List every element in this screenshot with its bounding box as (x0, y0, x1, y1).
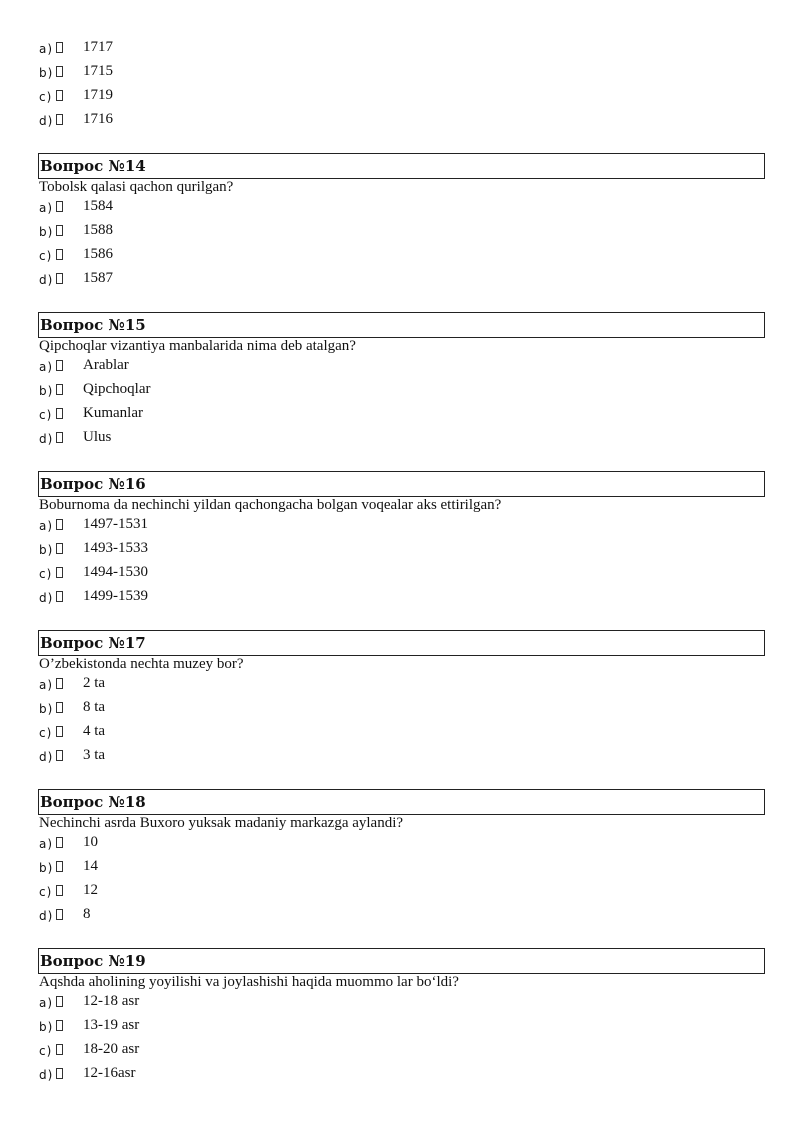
option-value: 18-20 asr (83, 1041, 140, 1057)
option-letter: a) (39, 996, 54, 1010)
option-letter: b) (39, 66, 54, 80)
option-letter: a) (39, 201, 54, 215)
checkbox-icon[interactable] (56, 1020, 63, 1031)
option-letter: c) (39, 408, 53, 422)
option-letter: b) (39, 384, 54, 398)
checkbox-icon[interactable] (56, 408, 63, 419)
question-text: Nechinchi asrda Buxoro yuksak madaniy markazga aylandi? (39, 815, 404, 831)
option-letter: d) (39, 909, 54, 923)
option-letter: b) (39, 225, 54, 239)
option-letter: d) (39, 591, 54, 605)
checkbox-icon[interactable] (56, 360, 63, 371)
option-value: 3 ta (83, 747, 106, 763)
option-letter: a) (39, 42, 54, 56)
question-number: Вопрос №16 (40, 475, 146, 493)
checkbox-icon[interactable] (56, 702, 63, 713)
checkbox-icon[interactable] (56, 114, 63, 125)
question-number: Вопрос №18 (40, 793, 146, 811)
option-letter: c) (39, 249, 53, 263)
option-value: 12 (83, 882, 98, 898)
question-number: Вопрос №14 (40, 157, 146, 175)
option-value: 12-16asr (83, 1065, 136, 1081)
option-value: 1493-1533 (83, 540, 148, 556)
question-number: Вопрос №15 (40, 316, 146, 334)
option-value: 2 ta (83, 675, 106, 691)
question-header (38, 630, 765, 656)
option-value: 1715 (83, 63, 113, 79)
option-letter: a) (39, 678, 54, 692)
checkbox-icon[interactable] (56, 42, 63, 53)
option-letter: d) (39, 114, 54, 128)
option-value: 10 (83, 834, 98, 850)
option-value: 12-18 asr (83, 993, 140, 1009)
question-header (38, 312, 765, 338)
checkbox-icon[interactable] (56, 519, 63, 530)
option-value: 14 (83, 858, 98, 874)
checkbox-icon[interactable] (56, 750, 63, 761)
question-text: Aqshda aholining yoyilishi va joylashishi haqida muommo lar bo‘ldi? (39, 974, 459, 990)
option-letter: c) (39, 567, 53, 581)
option-value: 1586 (83, 246, 113, 262)
question-text: O’zbekistonda nechta muzey bor? (39, 656, 244, 672)
option-letter: a) (39, 837, 54, 851)
option-value: 1494-1530 (83, 564, 148, 580)
question-number: Вопрос №19 (40, 952, 146, 970)
option-letter: c) (39, 726, 53, 740)
option-letter: d) (39, 432, 54, 446)
option-letter: d) (39, 750, 54, 764)
option-letter: d) (39, 273, 54, 287)
option-value: 4 ta (83, 723, 106, 739)
option-value: 1587 (83, 270, 113, 286)
checkbox-icon[interactable] (56, 249, 63, 260)
option-value: 1716 (83, 111, 113, 127)
option-letter: c) (39, 90, 53, 104)
question-header (38, 153, 765, 179)
option-value: 8 ta (83, 699, 106, 715)
option-letter: c) (39, 885, 53, 899)
checkbox-icon[interactable] (56, 225, 63, 236)
checkbox-icon[interactable] (56, 591, 63, 602)
option-letter: c) (39, 1044, 53, 1058)
option-letter: a) (39, 519, 54, 533)
checkbox-icon[interactable] (56, 726, 63, 737)
option-value: Qipchoqlar (83, 381, 151, 397)
checkbox-icon[interactable] (56, 543, 63, 554)
checkbox-icon[interactable] (56, 678, 63, 689)
checkbox-icon[interactable] (56, 861, 63, 872)
option-letter: b) (39, 861, 54, 875)
checkbox-icon[interactable] (56, 66, 63, 77)
checkbox-icon[interactable] (56, 567, 63, 578)
option-value: 8 (83, 906, 91, 922)
question-number: Вопрос №17 (40, 634, 146, 652)
question-header (38, 471, 765, 497)
option-value: Arablar (83, 357, 129, 373)
option-value: 1584 (83, 198, 113, 214)
checkbox-icon[interactable] (56, 201, 63, 212)
question-text: Tobolsk qalasi qachon qurilgan? (39, 179, 234, 195)
option-letter: b) (39, 1020, 54, 1034)
option-value: 1717 (83, 39, 113, 55)
option-letter: d) (39, 1068, 54, 1082)
question-text: Qipchoqlar vizantiya manbalarida nima deb atalgan? (39, 338, 356, 354)
question-header (38, 789, 765, 815)
checkbox-icon[interactable] (56, 996, 63, 1007)
option-value: 13-19 asr (83, 1017, 140, 1033)
checkbox-icon[interactable] (56, 90, 63, 101)
question-header (38, 948, 765, 974)
checkbox-icon[interactable] (56, 837, 63, 848)
option-value: Ulus (83, 429, 112, 445)
question-text: Boburnoma da nechinchi yildan qachongacha bolgan voqealar aks ettirilgan? (39, 497, 502, 513)
checkbox-icon[interactable] (56, 885, 63, 896)
checkbox-icon[interactable] (56, 273, 63, 284)
checkbox-icon[interactable] (56, 1044, 63, 1055)
option-letter: a) (39, 360, 54, 374)
checkbox-icon[interactable] (56, 1068, 63, 1079)
option-value: 1719 (83, 87, 113, 103)
option-letter: b) (39, 702, 54, 716)
option-value: Kumanlar (83, 405, 143, 421)
option-letter: b) (39, 543, 54, 557)
option-value: 1497-1531 (83, 516, 148, 532)
checkbox-icon[interactable] (56, 909, 63, 920)
option-value: 1588 (83, 222, 113, 238)
checkbox-icon[interactable] (56, 384, 63, 395)
checkbox-icon[interactable] (56, 432, 63, 443)
option-value: 1499-1539 (83, 588, 148, 604)
